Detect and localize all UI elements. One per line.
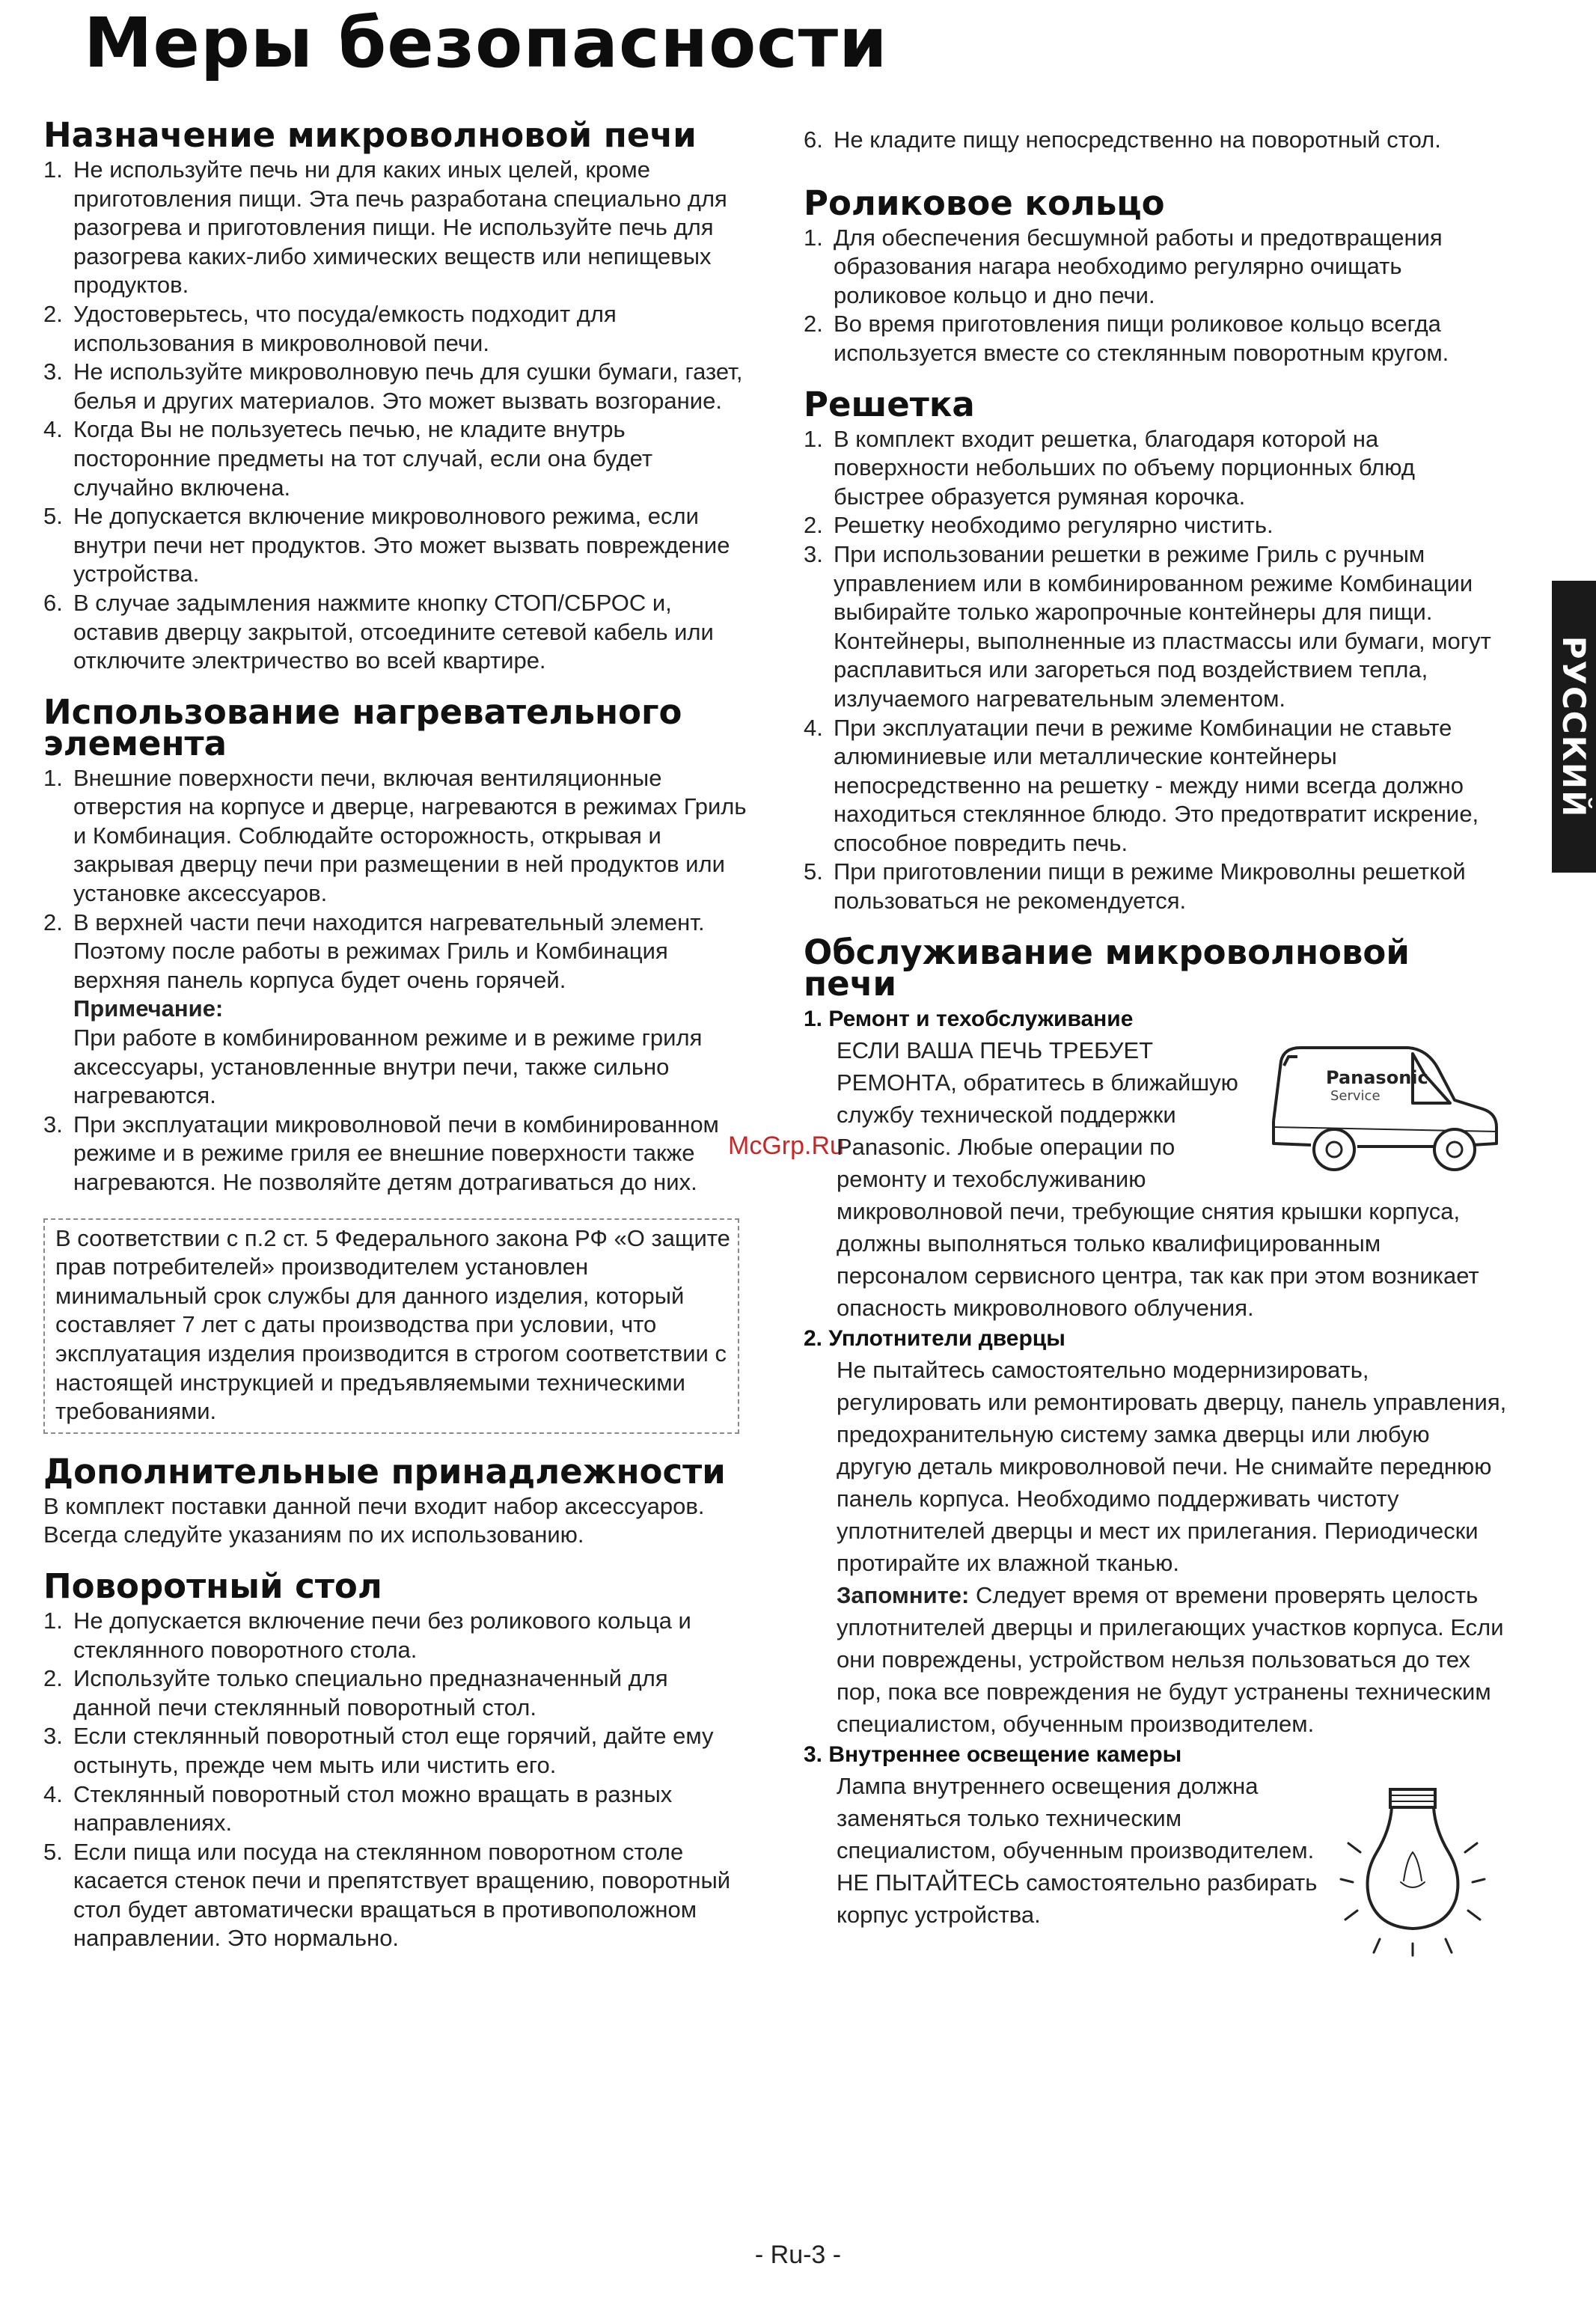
item-number: 6. (804, 126, 823, 153)
light-bulb-illustration (1338, 1770, 1488, 1957)
item-text: В верхней части печи находится нагревательный элемент. Поэтому после работы в режимах Гриль и Комбинация верхняя панель корпуса будет очень горячей. (73, 909, 705, 993)
list-item (43, 1111, 747, 1197)
list-item (43, 358, 747, 415)
service-subheading-repair: 1. Ремонт и техобслуживание (804, 1006, 1134, 1031)
item-number: 5. (43, 503, 63, 530)
van-brand: Panasonic (1326, 1066, 1428, 1088)
item-text: Решетку необходимо регулярно чистить. (834, 512, 1274, 539)
list-item (804, 511, 1510, 540)
item-number: 3. (43, 1723, 63, 1750)
language-tab (1552, 581, 1596, 873)
item-number: 5. (43, 1838, 63, 1865)
section-turntable (43, 1566, 747, 1953)
item-number: 1. (43, 1607, 63, 1634)
item-text: Когда Вы не пользуетесь печью, не кладите внутрь посторонние предметы на тот случай, если она будет случайно включена. (73, 416, 653, 501)
item-number: 2. (804, 512, 823, 539)
item-text: При приготовлении пищи в режиме Микроволны решеткой пользоваться не рекомендуется. (834, 858, 1466, 915)
section-service (804, 932, 1510, 1931)
remember-text: Следует время от времени проверять целость уплотнителей дверцы и прилегающих участков корпуса. Если они повреждены, устройством нельзя пользоваться до тех пор, пока все повреждения не будут устранены техническим специалистом, обученным производителем. (837, 1581, 1504, 1737)
list-item (804, 310, 1510, 367)
list-item (43, 300, 747, 358)
turntable-list (43, 1607, 747, 1953)
item-text: При эксплуатации микроволновой печи в комбинированном режиме и в режиме гриля ее внешние поверхности также нагреваются. Не позволяйте детям дотрагиваться до них. (73, 1111, 719, 1195)
right-column (804, 126, 1510, 1957)
section-roller-ring (804, 183, 1510, 368)
language-tab-label: РУССКИЙ (1556, 635, 1593, 818)
item-number: 5. (804, 858, 823, 885)
law-notice-text: В соответствии с п.2 ст. 5 Федерального закона РФ «О защите прав потребителей» производителем установлен минимальный срок службы для данного изделия, который составляет 7 лет с даты производства при условии, что эксплуатация изделия производится в строгом соответствии с настоящей инструкцией и предъявляемыми техническими требованиями. (55, 1224, 730, 1425)
item-number: 1. (804, 425, 823, 452)
item-text: Внешние поверхности печи, включая вентиляционные отверстия на корпусе и дверце, нагреваются в режимах Гриль и Комбинация. Соблюдайте осторожность, открывая и закрывая дверцу печи при размещении в ней продуктов или установке аксессуаров. (73, 764, 747, 907)
item-number: 2. (804, 311, 823, 338)
list-item (43, 589, 747, 676)
item-number: 2. (43, 1665, 63, 1692)
item-text: Удостоверьтесь, что посуда/емкость подходит для использования в микроволновой печи. (73, 300, 617, 356)
remember-label: Запомните: (837, 1581, 970, 1608)
repair-block (804, 1034, 1510, 1324)
list-item (43, 1780, 747, 1838)
section-heading: Решетка (804, 384, 975, 424)
heating-list-cont (43, 1111, 747, 1197)
item-number: 1. (43, 764, 63, 791)
page-title: Меры безопасности (84, 3, 888, 83)
item-text: Для обеспечения бесшумной работы и предотвращения образования нагара необходимо регулярно очищать роликовое кольцо и дно печи. (834, 224, 1443, 308)
item-number: 4. (43, 1780, 63, 1807)
note (43, 995, 747, 1110)
item-number: 3. (43, 358, 63, 385)
list-item (43, 1838, 747, 1953)
item-text: При использовании решетки в режиме Гриль с ручным управлением или в комбинированном режиме Комбинации выбирайте только жаропрочные контейнеры для пищи. Контейнеры, выполненные из пластмассы или бумаги, могут расплавиться или загореться под воздействием тепла, излучаемого нагревательным элементом. (834, 540, 1491, 712)
turntable-list-cont (804, 126, 1510, 155)
item-number: 1. (43, 156, 63, 183)
section-turntable-continued (804, 126, 1510, 155)
law-notice-box (43, 1218, 739, 1434)
list-item (804, 126, 1510, 155)
list-item (43, 1664, 747, 1722)
accessories-text: В комплект поставки данной печи входит набор аксессуаров. Всегда следуйте указаниям по их использованию. (43, 1492, 705, 1548)
repair-text: ЕСЛИ ВАША ПЕЧЬ ТРЕБУЕТ РЕМОНТА, обратитесь в ближайшую службу технической поддержки Panasonic. Любые операции по ремонту и техобслуживанию микроволновой печи, требующие снятия крышки корпуса, должны выполняться только квалифицированным персоналом сервисного центра, так как при этом возникает опасность микроволнового облучения. (837, 1036, 1479, 1321)
section-accessories (43, 1451, 747, 1550)
heating-list (43, 764, 747, 995)
page-number: - Ru-3 - (754, 2241, 842, 2269)
section-heating (43, 691, 747, 1197)
section-heading: Назначение микроволновой печи (43, 115, 697, 155)
purpose-list (43, 156, 747, 676)
section-rack (804, 384, 1510, 916)
item-text: В случае задымления нажмите кнопку СТОП/СБРОС и, оставив дверцу закрытой, отсоедините сетевой кабель или отключите электричество во всей квартире. (73, 589, 714, 674)
section-heading: Использование нагревательного элемента (43, 691, 682, 763)
section-heading: Роликовое кольцо (804, 183, 1165, 223)
left-column (43, 115, 747, 1974)
watermark: McGrp.Ru (728, 1132, 844, 1160)
section-heading: Дополнительные принадлежности (43, 1451, 726, 1492)
lamp-text: Лампа внутреннего освещения должна заменяться только техническим специалистом, обученным производителем. НЕ ПЫТАЙТЕСЬ самостоятельно разбирать корпус устройства. (837, 1772, 1318, 1928)
item-text: При эксплуатации печи в режиме Комбинации не ставьте алюминиевые или металлические контейнеры непосредственно на решетку - между ними всегда должно находиться стеклянное блюдо. Это предотвратит искрение, способное повредить печь. (834, 714, 1479, 856)
list-item (804, 224, 1510, 311)
list-item (43, 909, 747, 995)
lamp-block (804, 1770, 1510, 1931)
list-item (43, 1607, 747, 1664)
list-item (804, 425, 1510, 512)
list-item (43, 764, 747, 909)
note-text: При работе в комбинированном режиме и в режиме гриля аксессуары, установленные внутри печи, также сильно нагреваются. (73, 1025, 703, 1109)
list-item (804, 858, 1510, 915)
section-heading: Поворотный стол (43, 1566, 382, 1606)
item-number: 6. (43, 589, 63, 616)
item-number: 2. (43, 300, 63, 327)
item-text: Не допускается включение микроволнового режима, если внутри печи нет продуктов. Это может вызвать повреждение устройства. (73, 503, 730, 587)
item-text: Используйте только специально предназначенный для данной печи стеклянный поворотный стол. (73, 1665, 668, 1721)
rack-list (804, 425, 1510, 916)
list-item (804, 540, 1510, 714)
section-heading: Обслуживание микроволновой печи (804, 932, 1410, 1004)
item-text: Не используйте микроволновую печь для сушки бумаги, газет, белья и других материалов. Это может вызвать возгорание. (73, 358, 743, 414)
item-text: Не используйте печь ни для каких иных целей, кроме приготовления пищи. Эта печь разработана специально для разогрева и приготовления пищи. Не используйте печь для разогрева каких-либо химических веществ или непищевых продуктов. (73, 156, 727, 299)
item-text: Стеклянный поворотный стол можно вращать в разных направлениях. (73, 1780, 673, 1837)
item-number: 1. (804, 224, 823, 251)
list-item (804, 714, 1510, 858)
item-number: 3. (804, 540, 823, 567)
item-text: Не кладите пищу непосредственно на поворотный стол. (834, 126, 1441, 153)
item-text: Не допускается включение печи без роликового кольца и стеклянного поворотного стола. (73, 1607, 691, 1663)
service-subheading-seals: 2. Уплотнители дверцы (804, 1325, 1065, 1351)
item-number: 4. (804, 714, 823, 741)
item-text: Если пища или посуда на стеклянном поворотном столе касается стенок печи и препятствует вращению, поворотный стол будет автоматически вращаться в противоположном направлении. Это нормально. (73, 1838, 731, 1952)
seals-text: Не пытайтесь самостоятельно модернизировать, регулировать или ремонтировать дверцу, панель управления, предохранительную систему замка дверцы или любую другую деталь микроволновой печи. Не снимайте переднюю панель корпуса. Необходимо поддерживать чистоту уплотнителей дверцы и мест их прилегания. Периодически протирайте их влажной тканью. (837, 1356, 1507, 1576)
service-van-illustration (1259, 1031, 1505, 1181)
van-sub: Service (1330, 1087, 1381, 1104)
item-text: Во время приготовления пищи роликовое кольцо всегда используется вместе со стеклянным поворотным кругом. (834, 311, 1449, 366)
item-text: В комплект входит решетка, благодаря которой на поверхности небольших по объему порционных блюд быстрее образуется румяная корочка. (834, 425, 1415, 510)
item-text: Если стеклянный поворотный стол еще горячий, дайте ему остынуть, прежде чем мыть или чистить его. (73, 1723, 714, 1778)
list-item (43, 502, 747, 589)
roller-list (804, 224, 1510, 368)
seals-block (804, 1354, 1510, 1740)
item-number: 3. (43, 1111, 63, 1138)
note-label: Примечание: (73, 995, 224, 1022)
item-number: 2. (43, 909, 63, 935)
list-item (43, 156, 747, 300)
list-item (43, 415, 747, 502)
service-subheading-lamp: 3. Внутреннее освещение камеры (804, 1741, 1182, 1767)
section-purpose (43, 115, 747, 676)
list-item (43, 1722, 747, 1780)
item-number: 4. (43, 416, 63, 443)
